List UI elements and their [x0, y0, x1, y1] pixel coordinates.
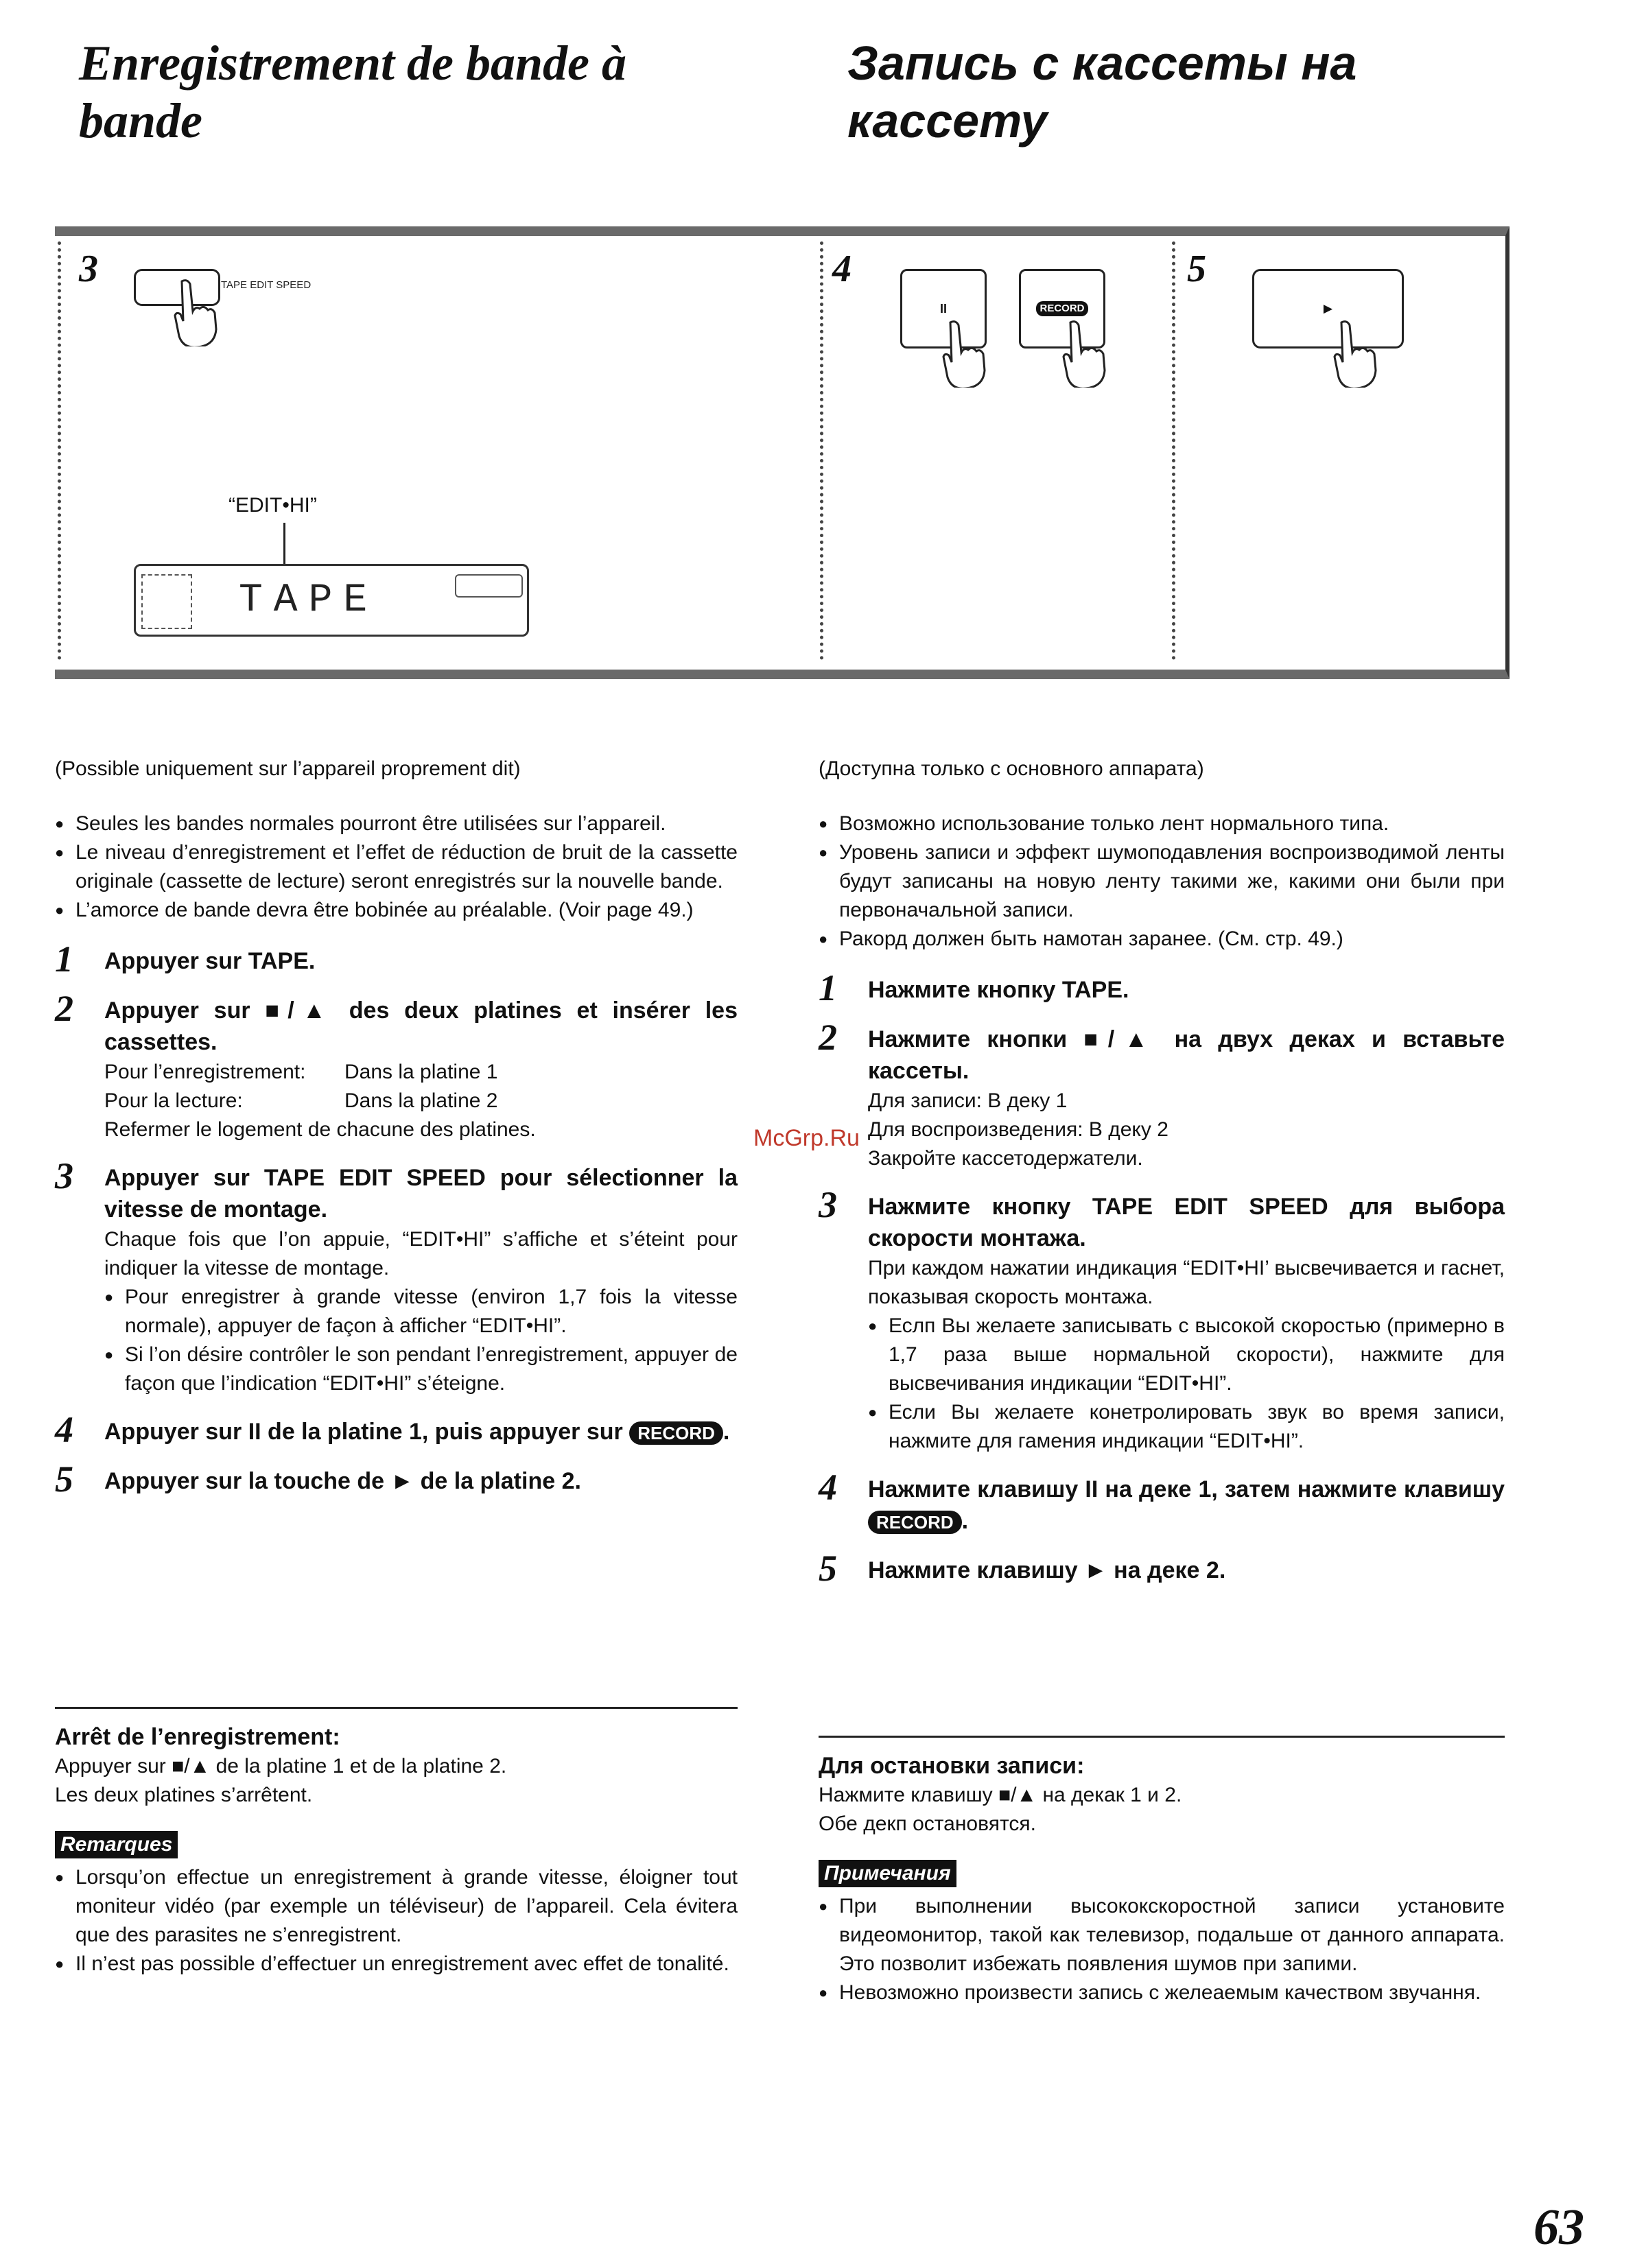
ru-divider	[819, 1736, 1505, 1738]
ru-step-body: Закройте кассетодержатели.	[868, 1147, 1143, 1170]
fr-deck-key: Pour la lecture:	[104, 1089, 243, 1112]
figure-step-3-number: 3	[79, 248, 98, 290]
ru-step-2	[819, 1017, 1505, 1173]
ru-step-heading	[868, 1474, 1505, 1537]
pause-symbol: II	[939, 301, 947, 316]
lcd-segment-block	[141, 574, 192, 629]
fr-step-number: 1	[55, 938, 73, 980]
pressing-hand-icon	[1328, 319, 1383, 388]
ru-stop-title: Для остановки записи:	[819, 1753, 1085, 1779]
fr-step-2	[55, 988, 738, 1144]
fr-stop-line: Les deux platines s’arrêtent.	[55, 1784, 313, 1806]
fr-step4-text: Appuyer sur II de la platine 1, puis appuyer sur	[104, 1419, 623, 1445]
fr-step-4	[55, 1409, 738, 1450]
page-title-russian	[847, 34, 1534, 150]
title-ru-line1: Запись с кассеты на	[847, 36, 1357, 90]
ru-availability-note: (Доступна только с основного аппарата)	[819, 757, 1204, 780]
fr-step-3	[55, 1155, 738, 1398]
ru-step-3	[819, 1184, 1505, 1456]
play-symbol: ►	[1320, 300, 1336, 317]
ru-step-number: 4	[819, 1467, 837, 1508]
record-badge: RECORD	[868, 1511, 962, 1534]
ru-sub-bullet: ● Если Вы желаете конетролировать звук во время записи, нажмите для гамения индикации “EDIT•HI”.	[868, 1398, 1505, 1456]
ru-step-heading: Нажмите кнопки ■/▲ на двух деках и вставьте кассеты.	[868, 1026, 1505, 1084]
fr-availability-note: (Possible uniquement sur l’appareil proprement dit)	[55, 757, 521, 780]
ru-notes-header: Примечания	[819, 1860, 956, 1887]
lcd-display-drawing	[134, 564, 529, 637]
figure-step-4-number: 4	[832, 248, 851, 290]
ru-bullet: ● Возможно использование только лент нормального типа.	[819, 810, 1505, 838]
ru-step4-text: Нажмите клавишу II на деке 1, затем нажмите клавишу	[868, 1476, 1505, 1502]
ru-step-heading: Нажмите кнопку TAPE.	[868, 977, 1129, 1003]
tape-edit-speed-label: TAPE EDIT SPEED	[221, 279, 312, 291]
ru-step-number: 5	[819, 1548, 837, 1589]
ru-step-body: Для записи: В деку 1	[868, 1089, 1068, 1112]
ru-step-5	[819, 1548, 1505, 1589]
fr-step-body: Chaque fois que l’on appuie, “EDIT•HI” s’affiche et s’éteint pour indiquer la vitesse de montage.	[104, 1228, 738, 1279]
fr-note: ● Lorsqu’on effectue un enregistrement à grande vitesse, éloigner tout moniteur vidéo (par exemple un téléviseur) de l’appareil. Cela évitera que des parasites ne s’enregistrent.	[55, 1863, 738, 1950]
ru-step4-end: .	[961, 1508, 969, 1534]
fr-note: ● Il n’est pas possible d’effectuer un enregistrement avec effet de tonalité.	[55, 1950, 738, 1978]
figure-step-5-number: 5	[1187, 248, 1206, 290]
title-ru-line2: кассету	[847, 94, 1048, 147]
figure-divider-1	[820, 241, 823, 660]
ru-step-number: 2	[819, 1017, 837, 1058]
pressing-hand-icon	[168, 278, 223, 346]
fr-step-heading	[104, 1416, 738, 1448]
fr-notes-header: Remarques	[55, 1831, 178, 1858]
fr-step-1	[55, 938, 738, 980]
french-column	[55, 755, 738, 1500]
pressing-hand-icon	[937, 319, 991, 388]
fr-step-number: 2	[55, 988, 73, 1029]
watermark: McGrp.Ru	[753, 1125, 860, 1151]
russian-column	[819, 755, 1505, 1589]
fr-step-heading: Appuyer sur TAPE EDIT SPEED pour sélectionner la vitesse de montage.	[104, 1165, 738, 1222]
ru-step-body: Для воспроизведения: В деку 2	[868, 1118, 1168, 1141]
fr-step4-end: .	[722, 1419, 730, 1445]
fr-sub-bullet: ● Pour enregistrer à grande vitesse (environ 1,7 fois la vitesse normale), appuyer de façon à afficher “EDIT•HI”.	[104, 1283, 738, 1340]
record-badge: RECORD	[1036, 301, 1088, 316]
fr-stop-line: Appuyer sur ■/▲ de la platine 1 et de la platine 2.	[55, 1755, 507, 1777]
ru-step-number: 3	[819, 1184, 837, 1225]
ru-stop-line: Нажмите клавишу ■/▲ на декак 1 и 2.	[819, 1784, 1182, 1806]
fr-deck-key: Pour l’enregistrement:	[104, 1061, 306, 1083]
fr-bullet: ● Le niveau d’enregistrement et l’effet de réduction de bruit de la cassette originale (cassette de lecture) seront enregistrés sur la nouvelle bande.	[55, 838, 738, 896]
ru-stop-line: Обе декп остановятся.	[819, 1812, 1036, 1835]
title-fr-line2: bande	[79, 93, 202, 148]
edit-hi-label: “EDIT•HI”	[228, 494, 317, 517]
fr-step-number: 4	[55, 1409, 73, 1450]
ru-step-body: При каждом нажатии индикация “EDIT•HI’ высвечивается и гаснет, показывая скорость монтажа.	[868, 1257, 1505, 1308]
fr-sub-bullet: ● Si l’on désire contrôler le son pendant l’enregistrement, appuyer de façon que l’indication “EDIT•HI” s’éteigne.	[104, 1340, 738, 1398]
fr-deck-value: Dans la platine 1	[344, 1061, 498, 1083]
page-number: 63	[1534, 2199, 1584, 2256]
record-badge: RECORD	[629, 1421, 723, 1445]
ru-note: ● При выполнении высококскоростной записи установите видеомонитор, такой как телевизор, подальше от данного аппарата. Это позволит избежать появления шумов при запими.	[819, 1892, 1505, 1978]
figure-left-dotted-edge	[58, 241, 61, 660]
fr-step-number: 3	[55, 1155, 73, 1196]
fr-deck-table	[104, 1058, 497, 1115]
ru-note: ● Невозможно произвести запись с желеаемым качеством звучання.	[819, 1978, 1505, 2007]
figure-divider-2	[1172, 241, 1175, 660]
ru-bullet: ● Уровень записи и эффект шумоподавления воспроизводимой ленты будут записаны на новую ленту такими же, какими они были при первоначальной записи.	[819, 838, 1505, 925]
fr-bullet: ● Seules les bandes normales pourront être utilisées sur l’appareil.	[55, 810, 738, 838]
lcd-tape-text: TAPE	[239, 578, 379, 623]
ru-step-heading: Нажмите клавишу ► на деке 2.	[868, 1557, 1226, 1583]
ru-bullet: ● Ракорд должен быть намотан заранее. (См. стр. 49.)	[819, 925, 1505, 954]
fr-stop-section	[55, 1722, 738, 1978]
fr-step-heading: Appuyer sur TAPE.	[104, 948, 316, 974]
ru-stop-section	[819, 1751, 1505, 2007]
ru-step-number: 1	[819, 967, 837, 1008]
ru-sub-bullet: ● Еслп Вы желаете записывать с высокой скоростью (примерно в 1,7 раза выше нормальной скорости), нажмите для высвечивания индикации “EDIT•HI”.	[868, 1312, 1505, 1398]
ru-step-1	[819, 967, 1505, 1008]
fr-step-heading: Appuyer sur ■/▲ des deux platines et insérer les cassettes.	[104, 997, 738, 1055]
fr-deck-value: Dans la platine 2	[344, 1089, 498, 1112]
pressing-hand-icon	[1057, 319, 1112, 388]
title-fr-line1: Enregistrement de bande à	[79, 36, 627, 91]
fr-step-5	[55, 1458, 738, 1500]
fr-step-number: 5	[55, 1458, 73, 1500]
lcd-indicator-block	[455, 574, 523, 598]
fr-step-heading: Appuyer sur la touche de ► de la platine 2.	[104, 1468, 581, 1494]
page-title-french	[79, 34, 765, 150]
fr-divider	[55, 1707, 738, 1709]
fr-bullet: ● L’amorce de bande devra être bobinée au préalable. (Voir page 49.)	[55, 896, 738, 925]
ru-step-4	[819, 1467, 1505, 1537]
ru-step-heading: Нажмите кнопку TAPE EDIT SPEED для выбора скорости монтажа.	[868, 1194, 1505, 1251]
fr-stop-title: Arrêt de l’enregistrement:	[55, 1724, 340, 1750]
fr-step-body: Refermer le logement de chacune des platines.	[104, 1118, 536, 1141]
